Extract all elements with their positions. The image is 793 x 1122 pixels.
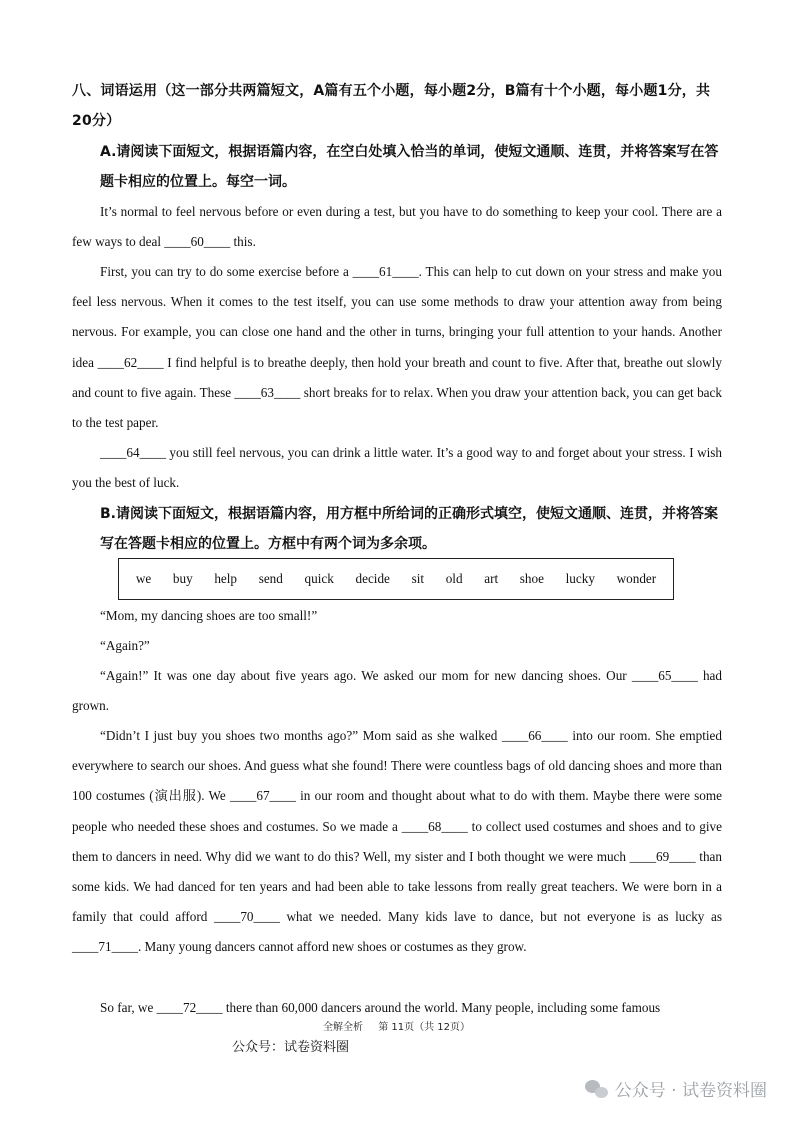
word-item: buy — [172, 571, 193, 586]
watermark — [585, 1076, 767, 1101]
word-item: quick — [304, 571, 334, 586]
part-b-instruction-text: B.请阅读下面短文，根据语篇内容，用方框中所给词的正确形式填空，使短文通顺、连贯，并将答案写在答题卡相应的位置上。方框中有两个词为多余项。 — [100, 506, 718, 552]
part-b-paragraph-5: So far, we ____72____ there than 60,000 dancers around the world. Many people, including some famous — [100, 1000, 661, 1015]
part-b-paragraph-2: “Again?” — [100, 638, 150, 653]
word-item: send — [258, 571, 283, 586]
page-footer — [0, 1018, 793, 1033]
part-a-paragraph-1: It’s normal to feel nervous before or even during a test, but you have to do something to keep your cool. There are a few ways to deal ____60____ this. — [72, 204, 722, 250]
part-b-paragraph-4: “Didn’t I just buy you shoes two months ago?” Mom said as she walked ____66____ into our room. She emptied everywhere to search our shoes. And guess what she found! There were countless bags of old dancing shoes and more than 100 costumes (演出服). We ____67____ in our room and thought about what to do with them. Maybe there were some people who needed these shoes and costumes. So we made a ____68____ to collect used costumes and shoes and to give them to dancers in need. Why did we want to do this? Well, my sister and I both thought we were much ____69____ than some kids. We had danced for ten years and had been able to take lessons from really great teachers. We were born in a family that could afford ____70____ what we needed. Many kids lave to dance, but not everyone is as lucky as ____71____. Many young dancers cannot afford new shoes or costumes as they grow. — [72, 728, 722, 955]
section-title: 八、词语运用（这一部分共两篇短文，A篇有五个小题，每小题2分，B篇有十个小题，每小题1分，共20分） — [72, 83, 711, 129]
wechat-account-line: 公众号：试卷资料圈 — [232, 1040, 350, 1055]
part-b-instruction — [100, 499, 724, 559]
word-item: shoe — [519, 571, 544, 586]
word-item: we — [135, 571, 152, 586]
word-item: lucky — [565, 571, 595, 586]
footer-page-number: 第 11页（共 12页） — [378, 1022, 470, 1033]
word-item: old — [445, 571, 463, 586]
word-item: decide — [355, 571, 390, 586]
watermark-text: 公众号 · 试卷资料圈 — [614, 1081, 767, 1101]
footer-left: 全解全析 — [323, 1022, 363, 1033]
word-item: art — [484, 571, 499, 586]
wechat-icon — [585, 1078, 609, 1100]
word-item: sit — [411, 571, 425, 586]
part-a-paragraph-3: ____64____ you still feel nervous, you can drink a little water. It’s a good way to and forget about your stress. I wish you the best of luck. — [72, 445, 722, 491]
word-box — [118, 558, 674, 600]
word-item: help — [214, 571, 238, 586]
word-item: wonder — [616, 571, 657, 586]
part-a-paragraph-2: First, you can try to do some exercise before a ____61____. This can help to cut down on your stress and make you feel less nervous. When it comes to the test itself, you can use some methods to draw your attention away from being nervous. For example, you can close one hand and the other in turns, bringing your full attention to your hands. Another idea ____62____ I find helpful is to breathe deeply, then hold your breath and count to five. After that, breathe out slowly and count to five again. These ____63____ short breaks for to relax. When you draw your attention back, you can get back to the test paper. — [72, 264, 722, 431]
part-b-paragraph-1: “Mom, my dancing shoes are too small!” — [100, 608, 318, 623]
part-a-instruction — [100, 137, 724, 197]
part-b-paragraph-3: “Again!” It was one day about five years ago. We asked our mom for new dancing shoes. Our ____65____ had grown. — [72, 668, 722, 714]
part-a-instruction-text: A.请阅读下面短文，根据语篇内容，在空白处填入恰当的单词，使短文通顺、连贯，并将答案写在答题卡相应的位置上。每空一词。 — [100, 144, 719, 190]
